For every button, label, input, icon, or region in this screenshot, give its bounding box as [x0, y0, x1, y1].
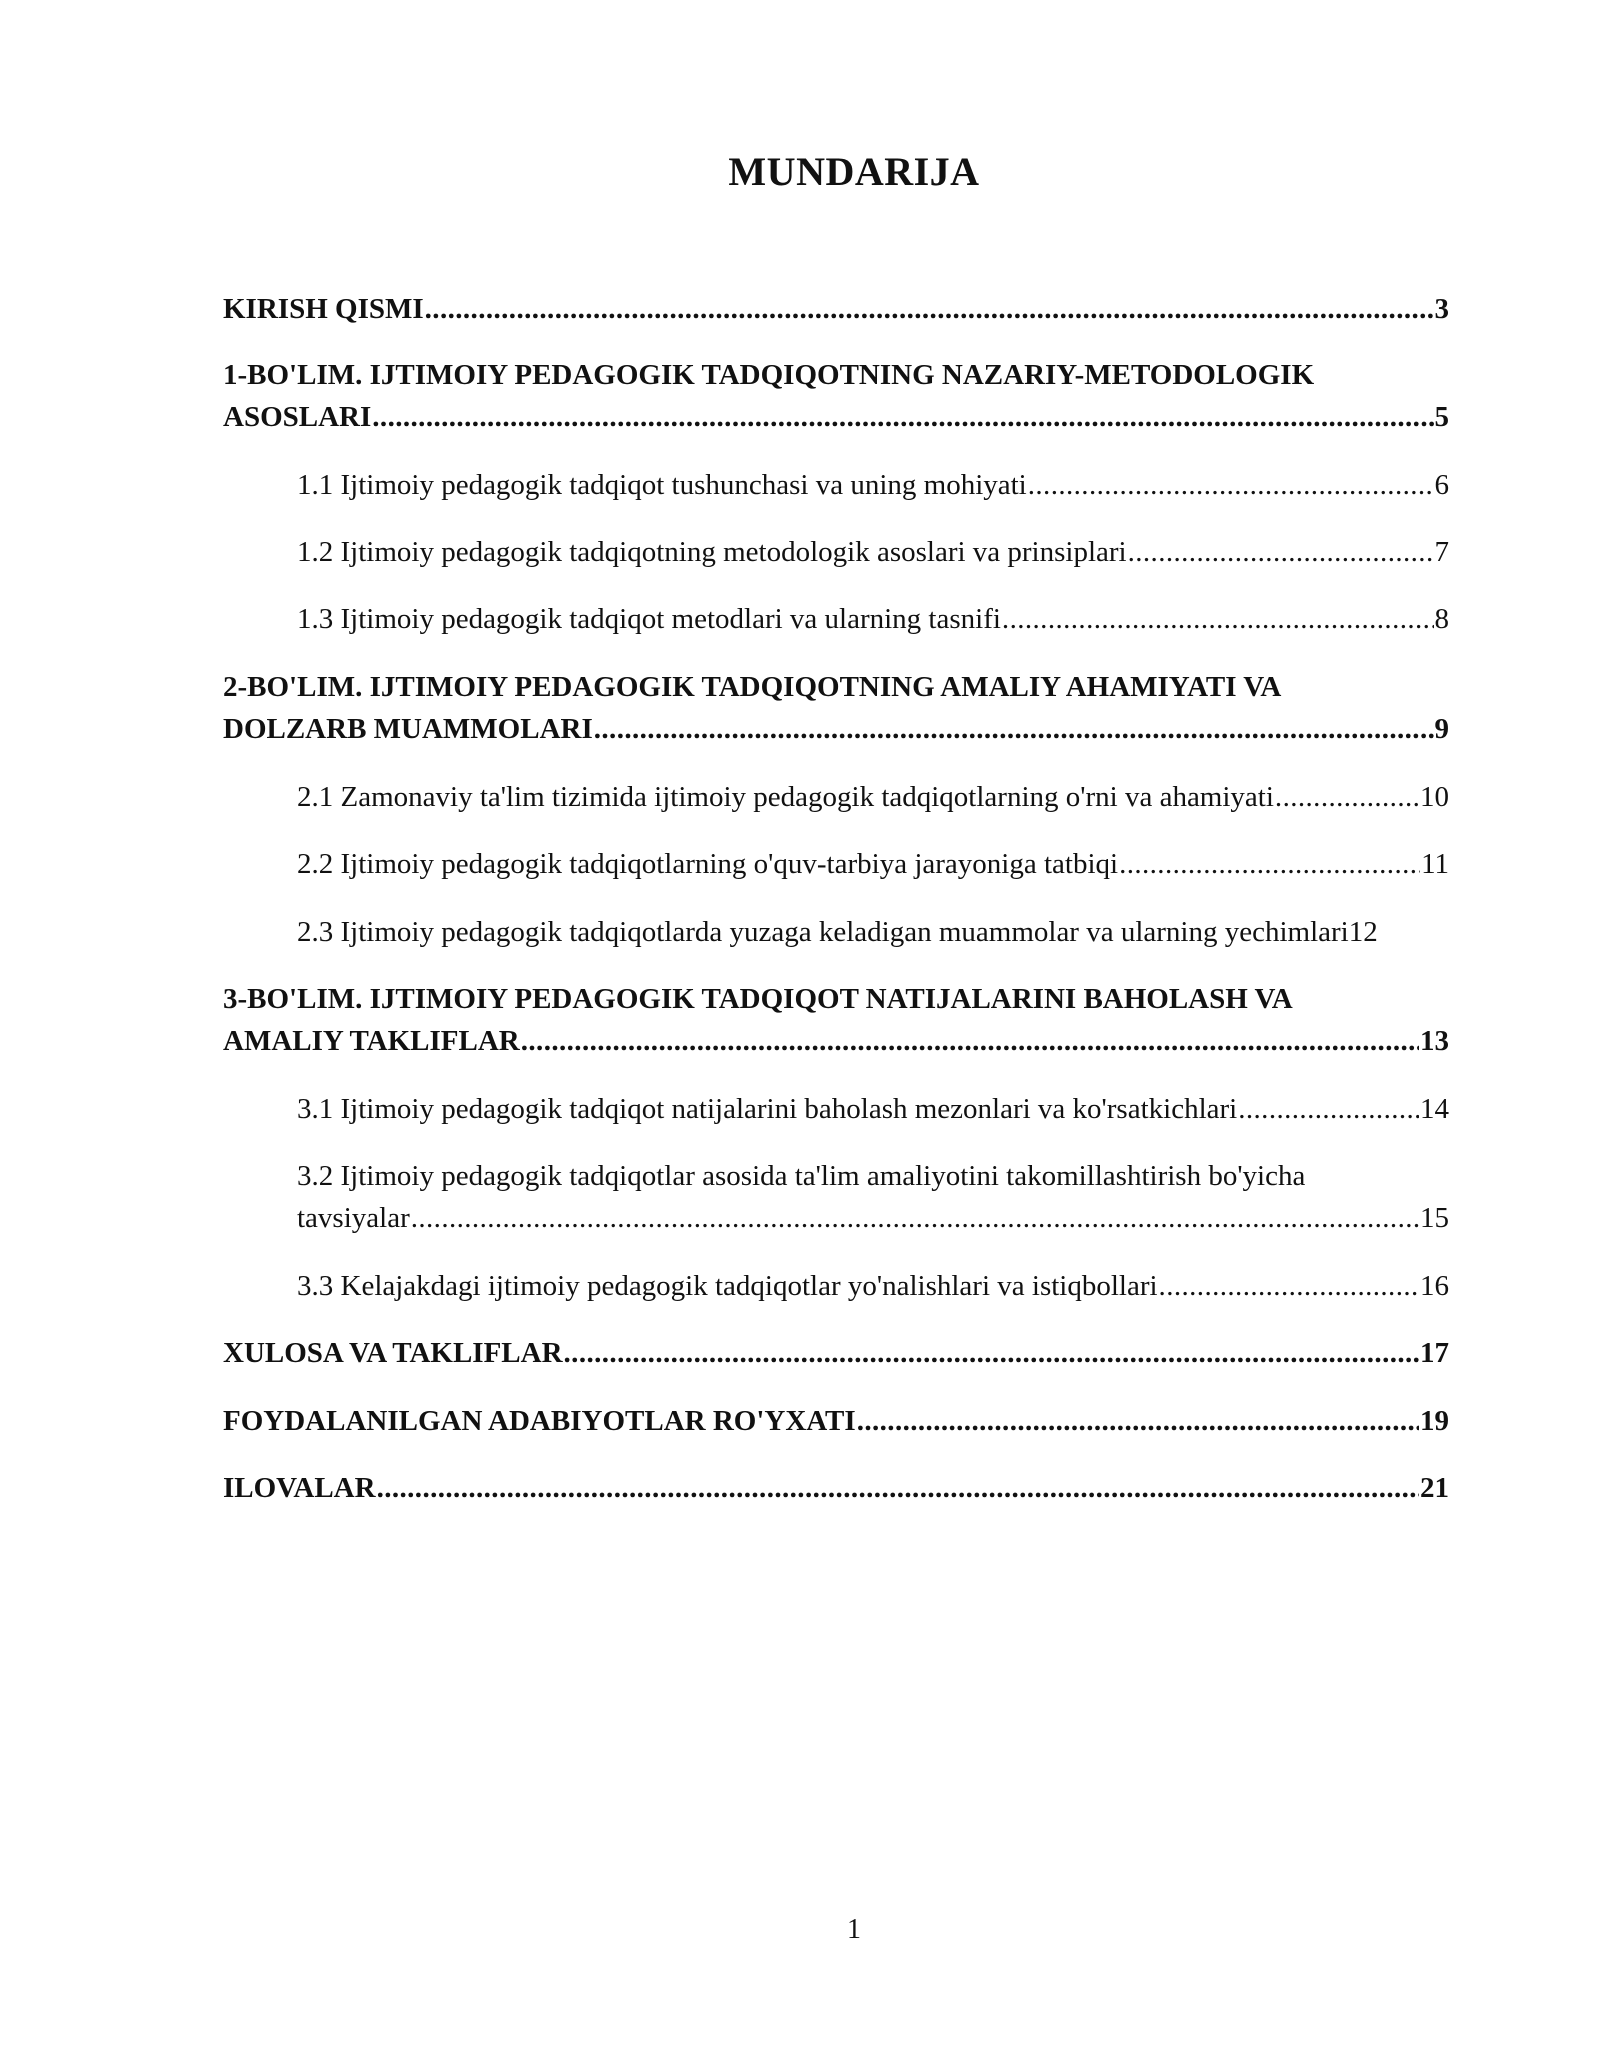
toc-leader	[411, 1197, 1419, 1239]
toc-entry-title: AMALIY TAKLIFLAR	[223, 1025, 520, 1057]
toc-leader	[1128, 531, 1434, 573]
toc-page-number: 19	[1420, 1405, 1449, 1437]
toc-entry-section-1-3[interactable]	[297, 598, 1449, 640]
toc-page-number: 12	[1348, 916, 1378, 948]
toc-leader	[425, 288, 1434, 330]
toc-page-number: 14	[1420, 1093, 1449, 1125]
toc-entry-title-line1: 2-BO'LIM. IJTIMOIY PEDAGOGIK TADQIQOTNING AMALIY AHAMIYATI VA	[223, 671, 1282, 703]
toc-entry-section-1-1[interactable]	[297, 464, 1449, 506]
toc-entry-section-2-3[interactable]	[297, 911, 1467, 953]
toc-entry-ilovalar[interactable]	[223, 1467, 1449, 1509]
toc-entry-adabiyotlar[interactable]	[223, 1400, 1449, 1442]
toc-entry-chapter-2[interactable]	[223, 708, 1449, 750]
toc-leader	[521, 1020, 1419, 1062]
toc-entry-title: 2.1 Zamonaviy ta'lim tizimida ijtimoiy pedagogik tadqiqotlarning o'rni va ahamiyati	[297, 781, 1274, 813]
toc-page-number: 21	[1420, 1472, 1449, 1504]
toc-entry-title-line1: 3.2 Ijtimoiy pedagogik tadqiqotlar asosida ta'lim amaliyotini takomillashtirish bo'yicha	[297, 1160, 1306, 1192]
toc-page-number: 15	[1420, 1202, 1449, 1234]
toc-entry-title: ASOSLARI	[223, 401, 372, 433]
toc-leader	[1028, 464, 1434, 506]
toc-leader	[857, 1400, 1419, 1442]
toc-entry-title: 3.1 Ijtimoiy pedagogik tadqiqot natijalarini baholash mezonlari va ko'rsatkichlari	[297, 1093, 1238, 1125]
toc-page-number: 10	[1420, 781, 1449, 813]
toc-leader	[1238, 1088, 1419, 1130]
toc-entry-xulosa[interactable]	[223, 1332, 1449, 1374]
toc-page-number: 16	[1420, 1270, 1449, 1302]
toc-leader	[1002, 598, 1434, 640]
toc-leader	[1119, 843, 1420, 885]
toc-entry-section-3-3[interactable]	[297, 1265, 1449, 1307]
toc-entry-title: 1.2 Ijtimoiy pedagogik tadqiqotning metodologik asoslari va prinsiplari	[297, 536, 1127, 568]
toc-entry-kirish[interactable]	[223, 288, 1449, 330]
toc-entry-title: tavsiyalar	[297, 1202, 410, 1234]
toc-entry-title: 1.1 Ijtimoiy pedagogik tadqiqot tushunchasi va uning mohiyati	[297, 469, 1027, 501]
toc-entry-title: 2.2 Ijtimoiy pedagogik tadqiqotlarning o'quv-tarbiya jarayoniga tatbiqi	[297, 848, 1119, 880]
toc-page-number: 6	[1434, 469, 1449, 501]
toc-leader	[1159, 1265, 1419, 1307]
toc-entry-section-2-1[interactable]	[297, 776, 1449, 818]
toc-entry-section-2-2[interactable]	[297, 843, 1449, 885]
toc-leader	[564, 1332, 1419, 1374]
toc-entry-chapter-1[interactable]	[223, 396, 1449, 438]
toc-entry-title: 2.3 Ijtimoiy pedagogik tadqiqotlarda yuzaga keladigan muammolar va ularning yechimlari	[297, 916, 1349, 948]
toc-entry-title: DOLZARB MUAMMOLARI	[223, 713, 593, 745]
toc-entry-title: 3.3 Kelajakdagi ijtimoiy pedagogik tadqiqotlar yo'nalishlari va istiqbollari	[297, 1270, 1158, 1302]
toc-entry-title: 1.3 Ijtimoiy pedagogik tadqiqot metodlari va ularning tasnifi	[297, 603, 1001, 635]
toc-entry-title-line1: 1-BO'LIM. IJTIMOIY PEDAGOGIK TADQIQOTNING NAZARIY-METODOLOGIK	[223, 359, 1315, 391]
toc-leader	[594, 708, 1434, 750]
toc-entry-chapter-3[interactable]	[223, 1020, 1449, 1062]
page-title: MUNDARIJA	[728, 149, 980, 194]
toc-page-number: 8	[1434, 603, 1449, 635]
page-number: 1	[847, 1914, 861, 1945]
toc-page-number: 13	[1420, 1025, 1449, 1057]
toc-page-number: 17	[1420, 1337, 1449, 1369]
toc-entry-section-3-2[interactable]	[297, 1197, 1449, 1239]
toc-entry-title-line1: 3-BO'LIM. IJTIMOIY PEDAGOGIK TADQIQOT NATIJALARINI BAHOLASH VA	[223, 983, 1293, 1015]
toc-entry-title: XULOSA VA TAKLIFLAR	[223, 1337, 563, 1369]
toc-page-number: 9	[1434, 713, 1449, 745]
toc-page-number: 11	[1421, 848, 1449, 880]
toc-entry-section-3-1[interactable]	[297, 1088, 1449, 1130]
toc-page-number: 5	[1434, 401, 1449, 433]
toc-page-number: 3	[1434, 293, 1449, 325]
toc-entry-section-1-2[interactable]	[297, 531, 1449, 573]
toc-entry-title: FOYDALANILGAN ADABIYOTLAR RO'YXATI	[223, 1405, 856, 1437]
toc-leader	[377, 1467, 1419, 1509]
toc-entry-title: ILOVALAR	[223, 1472, 376, 1504]
toc-entry-title: KIRISH QISMI	[223, 293, 424, 325]
toc-leader	[1275, 776, 1419, 818]
toc-page-number: 7	[1434, 536, 1449, 568]
toc-leader	[372, 396, 1433, 438]
